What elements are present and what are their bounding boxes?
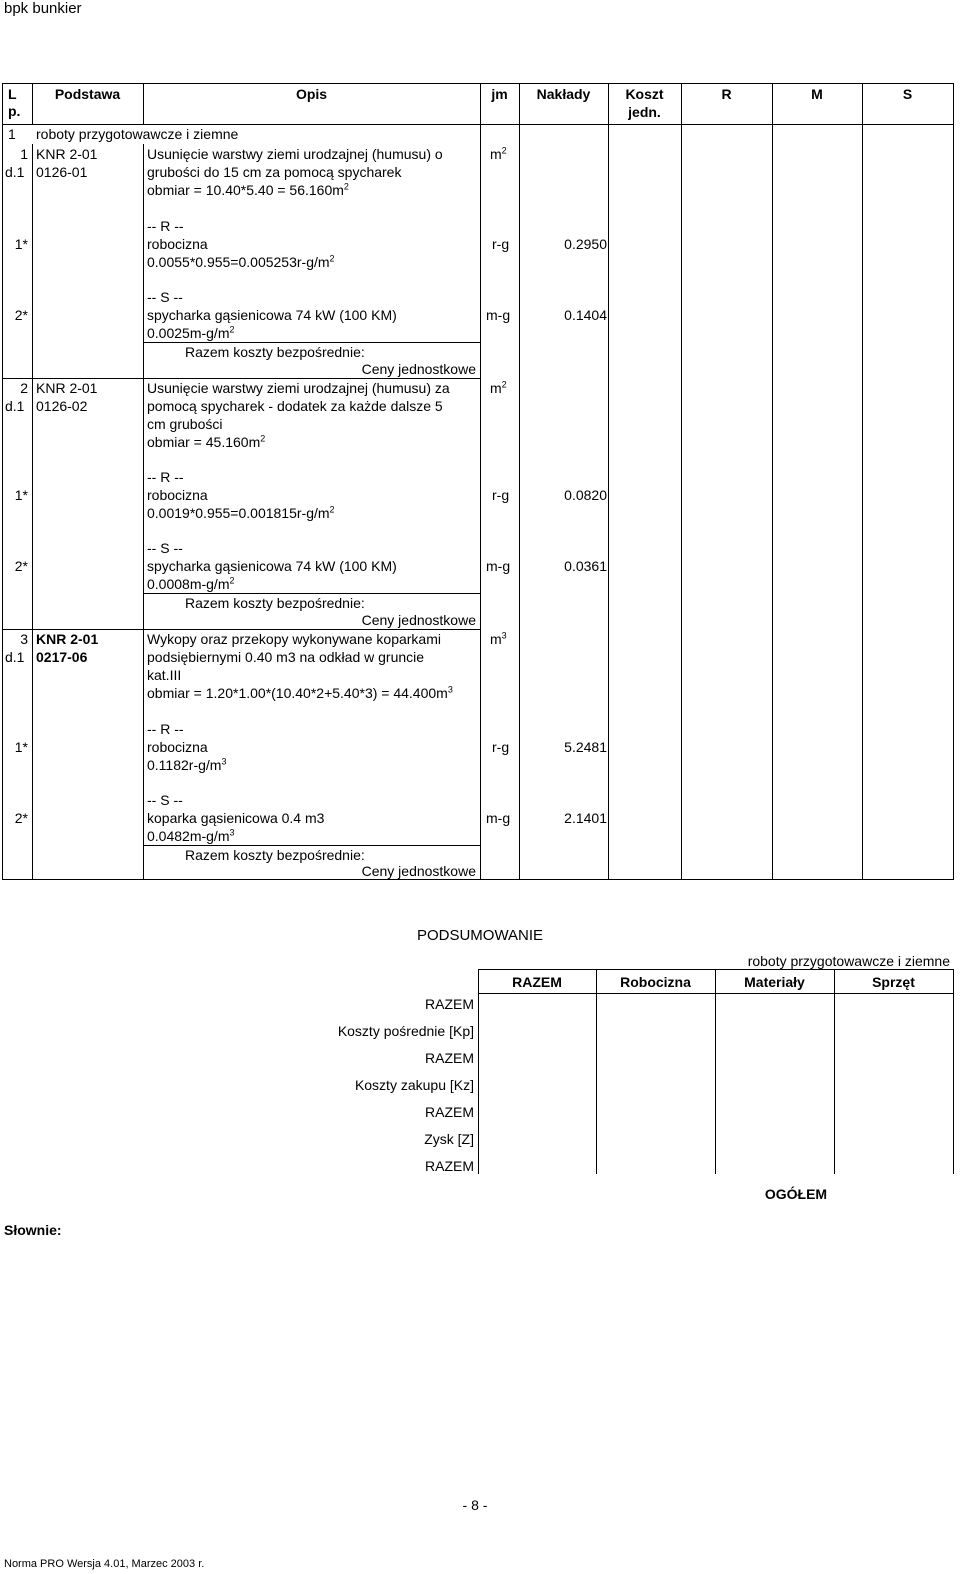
- resource-lp: 2*: [14, 558, 28, 574]
- document-title: bpk bunkier: [4, 0, 82, 17]
- item-opis-line: kat.III: [147, 667, 182, 683]
- header-r: R: [721, 86, 732, 102]
- item-opis-line: pomocą spycharek - dodatek za każde dalsze 5: [147, 398, 443, 414]
- resource-value: 0.0820: [564, 487, 607, 503]
- resource-jm: r-g: [492, 739, 510, 755]
- summary-row-label: RAZEM: [425, 1050, 474, 1066]
- item-podstawa-code: 0126-01: [36, 164, 88, 180]
- resource-group: -- S --: [147, 289, 183, 305]
- item-lp-sub: d.1: [5, 649, 25, 665]
- resource-name: koparka gąsienicowa 0.4 m3: [147, 810, 325, 826]
- razem-koszty-label: Razem koszty bezpośrednie:: [185, 847, 365, 863]
- summary-col-razem: RAZEM: [512, 974, 562, 990]
- resource-group: -- R --: [147, 721, 184, 737]
- razem-koszty-label: Razem koszty bezpośrednie:: [185, 344, 365, 360]
- slownie-label: Słownie:: [4, 1222, 62, 1238]
- resource-lp: 1*: [14, 236, 28, 252]
- item-opis-line: Usunięcie warstwy ziemi urodzajnej (humusu) o: [147, 146, 443, 162]
- section-title: roboty przygotowawcze i ziemne: [36, 126, 239, 142]
- header-s: S: [902, 86, 913, 102]
- item-podstawa: KNR 2-01: [36, 631, 99, 647]
- page-number: - 8 -: [462, 1497, 488, 1513]
- resource-lp: 2*: [14, 810, 28, 826]
- resource-value: 0.2950: [564, 236, 607, 252]
- resource-name: spycharka gąsienicowa 74 kW (100 KM): [147, 558, 397, 574]
- resource-jm: m-g: [486, 307, 511, 323]
- resource-formula: $0.1182r-g/m^3$: [147, 756, 227, 773]
- resource-formula: $0.0482m-g/m^3$: [147, 827, 235, 844]
- resource-jm: m-g: [486, 558, 511, 574]
- resource-group: -- R --: [147, 469, 184, 485]
- resource-jm: r-g: [492, 487, 510, 503]
- summary-row-label: RAZEM: [425, 1158, 474, 1174]
- item-obmiar: obmiar = $45.160m^2$: [147, 433, 266, 450]
- item-podstawa-code: 0217-06: [36, 649, 88, 665]
- item-jm: $m^2$: [490, 379, 507, 396]
- summary-row-label: RAZEM: [425, 996, 474, 1012]
- resource-name: spycharka gąsienicowa 74 kW (100 KM): [147, 307, 397, 323]
- resource-value: 2.1401: [564, 810, 607, 826]
- resource-lp: 2*: [14, 307, 28, 323]
- summary-section-name: roboty przygotowawcze i ziemne: [747, 953, 950, 969]
- header-jm: jm: [491, 86, 508, 102]
- header-lp-line1: L: [8, 86, 17, 102]
- item-lp: 3: [20, 631, 28, 647]
- item-lp-sub: d.1: [5, 398, 25, 414]
- item-lp: 1: [20, 146, 28, 162]
- item-lp-sub: d.1: [5, 164, 25, 180]
- ceny-jednostkowe-label: Ceny jednostkowe: [361, 612, 476, 628]
- resource-formula: $0.0025m-g/m^2$: [147, 324, 235, 341]
- resource-jm: m-g: [486, 810, 511, 826]
- item-obmiar: obmiar = $10.40*5.40 = 56.160m^2$: [147, 181, 349, 198]
- item-obmiar: obmiar = $1.20*1.00*(10.40*2+5.40*3) = 44.400m^3$: [147, 684, 453, 701]
- resource-formula: $0.0055*0.955=0.005253r-g/m^2$: [147, 253, 335, 270]
- resource-group: -- S --: [147, 792, 183, 808]
- item-opis-line: Wykopy oraz przekopy wykonywane koparkami: [147, 631, 441, 647]
- summary-title: PODSUMOWANIE: [416, 927, 544, 944]
- razem-koszty-label: Razem koszty bezpośrednie:: [185, 595, 365, 611]
- item-opis-line: grubości do 15 cm za pomocą spycharek: [147, 164, 402, 180]
- resource-name: robocizna: [147, 236, 208, 252]
- header-koszt-line2: jedn.: [628, 104, 661, 120]
- item-opis-line: Usunięcie warstwy ziemi urodzajnej (humusu) za: [147, 380, 450, 396]
- summary-total-label: OGÓŁEM: [764, 1186, 828, 1202]
- summary-row-label: Koszty zakupu [Kz]: [354, 1077, 474, 1093]
- item-jm: $m^3$: [490, 630, 507, 647]
- summary-row-label: Zysk [Z]: [424, 1131, 474, 1147]
- resource-formula: $0.0008m-g/m^2$: [147, 575, 235, 592]
- summary-row-label: Koszty pośrednie [Kp]: [337, 1023, 474, 1039]
- item-lp: 2: [20, 380, 28, 396]
- header-podstawa: Podstawa: [54, 86, 121, 102]
- resource-lp: 1*: [14, 739, 28, 755]
- resource-name: robocizna: [147, 739, 208, 755]
- summary-row-label: RAZEM: [425, 1104, 474, 1120]
- ceny-jednostkowe-label: Ceny jednostkowe: [361, 863, 476, 879]
- resource-formula: $0.0019*0.955=0.001815r-g/m^2$: [147, 504, 335, 521]
- item-opis-line: cm grubości: [147, 416, 223, 432]
- summary-col-robocizna: Robocizna: [620, 974, 691, 990]
- header-lp-line2: p.: [8, 103, 21, 119]
- resource-value: 0.0361: [564, 558, 607, 574]
- item-podstawa: KNR 2-01: [36, 146, 98, 162]
- software-footer: Norma PRO Wersja 4.01, Marzec 2003 r.: [4, 1558, 205, 1570]
- header-m: M: [811, 86, 823, 102]
- resource-group: -- S --: [147, 540, 183, 556]
- summary-col-materialy: Materiały: [744, 974, 805, 990]
- resource-name: robocizna: [147, 487, 208, 503]
- header-opis: Opis: [295, 86, 328, 102]
- summary-col-sprzet: Sprzęt: [872, 974, 915, 990]
- resource-lp: 1*: [14, 487, 28, 503]
- section-number: 1: [8, 126, 16, 142]
- item-podstawa: KNR 2-01: [36, 380, 98, 396]
- ceny-jednostkowe-label: Ceny jednostkowe: [361, 361, 476, 377]
- resource-value: 0.1404: [564, 307, 607, 323]
- resource-jm: r-g: [492, 236, 510, 252]
- header-koszt-line1: Koszt: [625, 86, 664, 102]
- resource-value: 5.2481: [564, 739, 607, 755]
- header-naklady: Nakłady: [536, 86, 591, 102]
- item-jm: $m^2$: [490, 145, 507, 162]
- item-podstawa-code: 0126-02: [36, 398, 88, 414]
- resource-group: -- R --: [147, 218, 184, 234]
- item-opis-line: podsiębiernymi 0.40 m3 na odkład w gruncie: [147, 649, 425, 665]
